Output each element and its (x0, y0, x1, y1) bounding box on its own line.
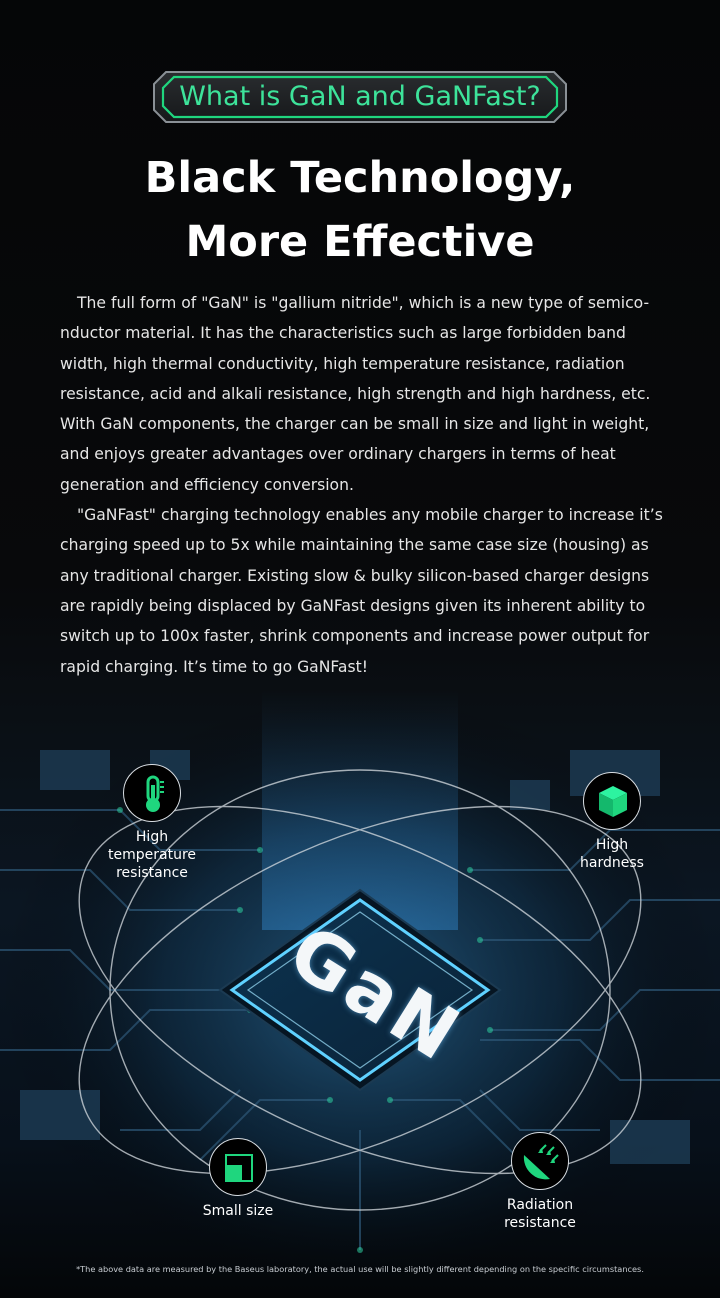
feature-label-line: temperature (108, 847, 196, 863)
feature-label-line: High (135, 829, 169, 845)
feature-label-line: resistance (116, 865, 188, 881)
feature-label-line: resistance (504, 1215, 576, 1231)
paragraph-gan: The full form of "GaN" is "gallium nitride", which is a new type of semico-nductor material. It has the characteristics such as large forbidden band width, high thermal conductivity, high temperature resistance, radiation resistance, acid and alkali resistance, high strength and high hardness, etc. With GaN components, the charger can be small in size and light in weight, and enjoys greater advantages over ordinary chargers in terms of heat generation and efficiency conversion. (60, 294, 651, 494)
cube-icon (583, 772, 641, 830)
radiation-shield-icon (511, 1132, 569, 1190)
feature-label-line: High (595, 837, 629, 853)
headline-line-1: Black Technology, (144, 153, 576, 203)
footnote: *The above data are measured by the Baseus laboratory, the actual use will be slightly different depending on the specific circumstances. (76, 1264, 644, 1274)
thermometer-icon (123, 764, 181, 822)
gan-badge (152, 70, 568, 124)
feature-high-hardness (560, 772, 664, 872)
feature-label-line: hardness (580, 855, 644, 871)
headline-line-2: More Effective (185, 217, 535, 267)
feature-label-line: Small size (202, 1203, 274, 1219)
paragraph-ganfast: "GaNFast" charging technology enables any mobile charger to increase it’s charging speed up to 5x while maintaining the same case size (housing) as any traditional charger. Existing slow & bulky silicon-based charger designs are rapidly being displaced by GaNFast designs given its inherent ability to switch up to 100x faster, shrink components and increase power output for rapid charging. It’s time to go GaNFast! (60, 506, 663, 676)
headline (0, 146, 720, 274)
chip-gan-text: GaN (274, 908, 477, 1080)
body-copy (60, 288, 664, 682)
badge-text: What is GaN and GaNFast? (179, 81, 541, 112)
feature-high-temperature-resistance (96, 764, 208, 882)
feature-radiation-resistance (494, 1132, 586, 1232)
feature-small-size (190, 1138, 286, 1220)
feature-label-line: Radiation (506, 1197, 574, 1213)
small-square-icon (209, 1138, 267, 1196)
